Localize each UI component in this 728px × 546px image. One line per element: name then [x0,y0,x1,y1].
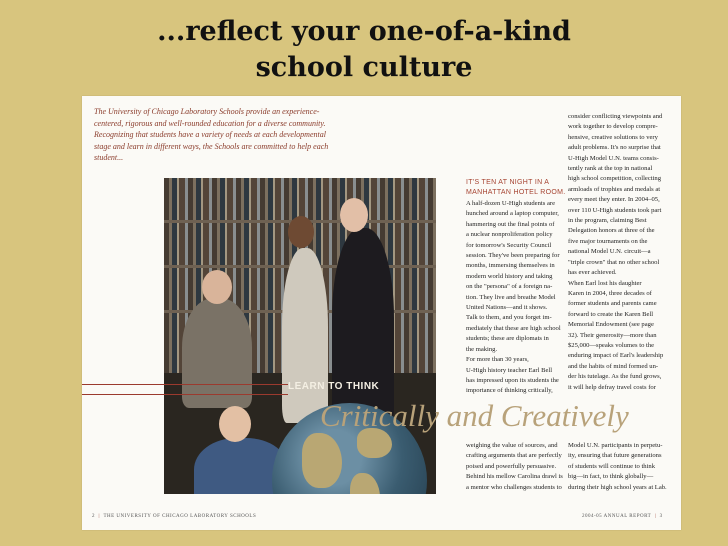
photo-caption: LEARN TO THINK [288,381,380,392]
body-column-1: A half-dozen U-High students are hunched around a laptop computer, hammering out the final points of a nuclear nonproliferation policy for tomorrow's Security Council session. They've been preparing for months, immersing themselves in modern world history and taking on the "persona" of a foreign na- tion. They live and breathe Model United Nations—and it shows. Talk to them, and you forget im- mediately that these are high school students; these are diplomats in the making. For more than 30 years, U-High history teacher Earl Bell has impressed upon its students the importance of thinking critically, [466,200,561,395]
body-column-1-continued: weighing the value of sources, and crafting arguments that are perfectly poised and powerfully persuasive. Behind his mellow Carolina drawl is a mentor who challenges students to [466,442,563,491]
slide-title-line-2: school culture [255,52,473,83]
body-column-2: consider conflicting viewpoints and work together to develop compre- hensive, creative solutions to very adult problems. It's no surprise that U-High Model U.N. teams consis- tently rank at the top in national high school competition, collecting armloads of trophies and medals at every meet they enter. In 2004–05, over 110 U-High students took part in the program, claiming Best Delegation honors at three of the five major tournaments on the national Model U.N. circuit—a "triple crown" that no other school has ever achieved. When Earl lost his daughter Karen in 2004, three decades of former students and parents came forward to create the Karen Bell Memorial Endowment (see page 32). Their generosity—more than $25,000—speaks volumes to the enduring impact of Earl's leadership and the habits of mind formed un- der his tutelage. As the fund grows, it will help defray travel costs for [568,113,664,391]
caption-rule [82,394,288,395]
body-column-2-continued: Model U.N. participants in perpetu- ity, ensuring that future generations of students will continue to think big—in fact, to think globally— during their high school years at Lab. [568,442,667,491]
student-figure-standing [282,248,328,423]
page-number-right: 3 [659,514,663,519]
footer-publisher: THE UNIVERSITY OF CHICAGO LABORATORY SCHOOLS [103,514,257,519]
students-photo [164,178,436,494]
globe-continent [350,473,380,494]
student-head-right [340,198,368,232]
bookshelf-row [164,178,436,220]
section-headline: IT'S TEN AT NIGHT IN A MANHATTAN HOTEL ROOM. [466,179,566,196]
brochure-spread [82,96,681,530]
seated-student-head [219,406,251,442]
caption-rule [82,384,288,385]
footer-left [92,514,256,519]
globe-continent [302,433,342,488]
footer-divider: | [652,514,658,519]
teacher-figure [182,298,252,408]
footer-right [582,514,663,519]
footer-report-title: 2004-05 ANNUAL REPORT [582,514,652,519]
intro-paragraph: The University of Chicago Laboratory Schools provide an experience-centered, rigorous and well-rounded education for a diverse community. Recognizing that students have a variety of needs at each developmental stage and learn in different ways, the Schools are committed to help each student... [94,107,329,162]
page-number-left: 2 [92,514,95,519]
slide-title-line-1: ...reflect your one-of-a-kind [157,16,571,47]
slide-title [0,14,728,86]
feature-headline: Critically and Creatively [320,398,629,433]
student-head [288,216,314,248]
teacher-head [202,270,232,304]
footer-divider: | [96,514,102,519]
